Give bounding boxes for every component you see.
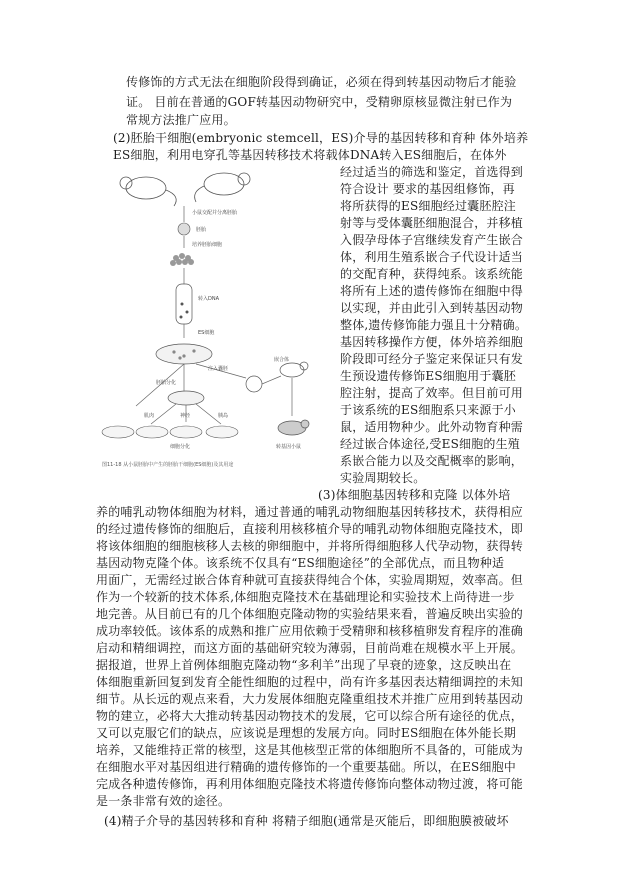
text-line: 基因转移操作方便，体外培养细胞 [340,335,524,349]
text-line: 将所有上述的遗传修饰在细胞中得 [340,284,524,298]
text-line: 用面广，无需经过嵌合体育种就可直接获得纯合个体，实验周期短，效率高。但 [96,573,524,587]
text-line: (3)体细胞基因转移和克隆 以体外培 [318,488,511,502]
text-line: 在细胞水平对基因组进行精确的遗传修饰的一个重要基础。所以，在ES细胞中 [96,760,516,774]
text-line: 的交配育种，获得纯系。该系统能 [340,267,524,281]
text-line: 经过嵌合体途径,受ES细胞的生殖 [340,437,520,451]
text-line: 体，利用生殖系嵌合子代设计适当 [340,250,524,264]
text-line: (2)胚胎干细胞(embryonic stemcell，ES)介导的基因转移和育种 体外培养 [113,131,529,145]
figure-label-e: ES细胞 [198,330,215,336]
text-line: 物的建立，必将大大推动转基因动物技术的发展，它可以综合所有途径的优点， [96,709,524,723]
text-line: 鼠，适用物种少。此外动物育种需 [340,420,524,434]
transgenic-mouse-icon [278,420,309,435]
text-line: ES细胞，利用电穿孔等基因转移技术将载体DNA转入ES细胞后，在体外 [113,148,507,162]
dish-3-icon [170,426,202,438]
blastocyst-icon [246,376,262,392]
text-line: (4)精子介导的基因转移和育种 将精子细胞(通常是灭能后，即细胞膜被破坏 [104,814,509,828]
text-line: 完成各种遗传修饰，再利用体细胞克隆技术将遗传修饰向整体动物过渡，将可能 [96,777,524,791]
text-line: 据报道，世界上首例体细胞克隆动物“多利羊”出现了早衰的迹象，这反映出在 [96,658,512,672]
text-line: 是一条非常有效的途径。 [96,794,231,808]
text-line: 成功率较低。该体系的成熟和推广应用依赖于受精卵和核移植卵发育程序的准确 [96,624,524,638]
text-line: 证。 目前在普通的GOF转基因动物研究中，受精卵原核显微注射已作为 [126,95,513,109]
cell-cluster-icon [170,253,194,266]
figure-label-l: 神经 [180,413,191,419]
text-line: 基因动物克隆个体。该系统不仅具有“ES细胞途径”的全部优点，而且物种适 [96,556,505,570]
dish-1-icon [102,426,134,438]
text-line: 传修饰的方式无法在细胞阶段得到确证，必须在得到转基因动物后才能验 [126,75,517,89]
figure-label-b: 胚胎 [196,227,207,233]
text-line: 入假孕母体子宫继续发育产生嵌合 [340,233,524,247]
text-line: 生预设遗传修饰ES细胞用于囊胚 [340,369,516,383]
text-line: 腔注射，提高了效率。但目前可用 [340,386,524,400]
figure-label-i: 转基因小鼠 [276,444,302,450]
text-line: 将该体细胞的细胞核移人去核的卵细胞中，并将所得细胞移人代孕动物，获得转 [96,539,524,553]
text-line: 培养，又能维持正常的核型，这是其他核型正常的体细胞所不具备的，可能成为 [96,743,524,757]
text-line: 整体,遗传修饰能力强且十分精确。 [340,318,528,332]
dish-2-icon [136,426,168,438]
text-line: 经过适当的筛选和鉴定，首选得到 [340,165,524,179]
figure-label-f: 注入囊胚 [208,366,229,372]
text-line: 体细胞重新回复到发育全能性细胞的过程中，尚有许多基因表达精细调控的未知 [96,675,524,689]
text-line: 养的哺乳动物体细胞为材料，通过普通的哺乳动物细胞基因转移技术，获得相应 [96,505,524,519]
text-line: 的经过遗传修饰的细胞后，直接利用核移植介导的哺乳动物体细胞克隆技术，即 [96,522,524,536]
text-line: 系嵌合能力以及交配概率的影响， [340,454,524,468]
figure-label-j: 细胞分化 [170,444,191,450]
mouse-right-icon [195,173,250,202]
culture-tube-icon [176,284,192,324]
text-line: 符合设计 要求的基因组修饰，再 [340,182,515,196]
text-line: 将所获得的ES细胞经过囊胚腔注 [340,199,516,213]
text-line: 作为一个较新的技术体系,体细胞克隆技术在基础理论和实验技术上尚待进一步 [96,590,515,604]
text-line: 以实现，并由此引入到转基因动物 [340,301,524,315]
figure-label-k: 肌肉 [144,413,155,419]
figure-caption: 图11-18 从小鼠胚胎中产生的胚胎干细胞(ES细胞)及其用途 [102,462,234,468]
petri-dish-icon [156,344,212,364]
es-cell-figure [96,166,318,472]
differentiation-dish-icon [168,391,204,405]
text-line: 阶段即可经分子鉴定来保证只有发 [340,352,524,366]
embryo-icon [178,223,190,235]
mouse-left-icon [120,177,176,206]
dish-4-icon [206,426,238,438]
text-line: 实验周期较长。 [340,471,426,485]
text-line: 射等与受体囊胚细胞混合，并移植 [340,216,524,230]
figure-label-m: 胰岛 [218,413,229,419]
text-line: 于该系统的ES细胞系只来源于小 [340,403,516,417]
text-line: 常规方法推广应用。 [126,113,236,127]
figure-label-a: 小鼠交配并分离胚胎 [192,210,238,216]
text-line: 启动和精细调控，而这方面的基础研究较为薄弱，目前尚难在规模水平上开展。 [96,641,524,655]
text-line: 又可以克服它们的缺点，应该说是理想的发展方向。同时ES细胞在体外能长期 [96,726,516,740]
chimera-mouse-icon [280,362,308,377]
figure-label-d: 转入DNA [198,296,220,302]
figure-label-h: 胚胎分化 [156,380,177,386]
text-line: 细节。从长远的观点来看，大力发展体细胞克隆重组技术并推广应用到转基因动 [96,692,524,706]
figure-label-c: 培养胚胎细胞 [192,242,223,248]
figure-label-g: 嵌合体 [274,357,290,363]
text-line: 地完善。从目前已有的几个体细胞克隆动物的实验结果来看，普遍反映出实验的 [96,607,524,621]
